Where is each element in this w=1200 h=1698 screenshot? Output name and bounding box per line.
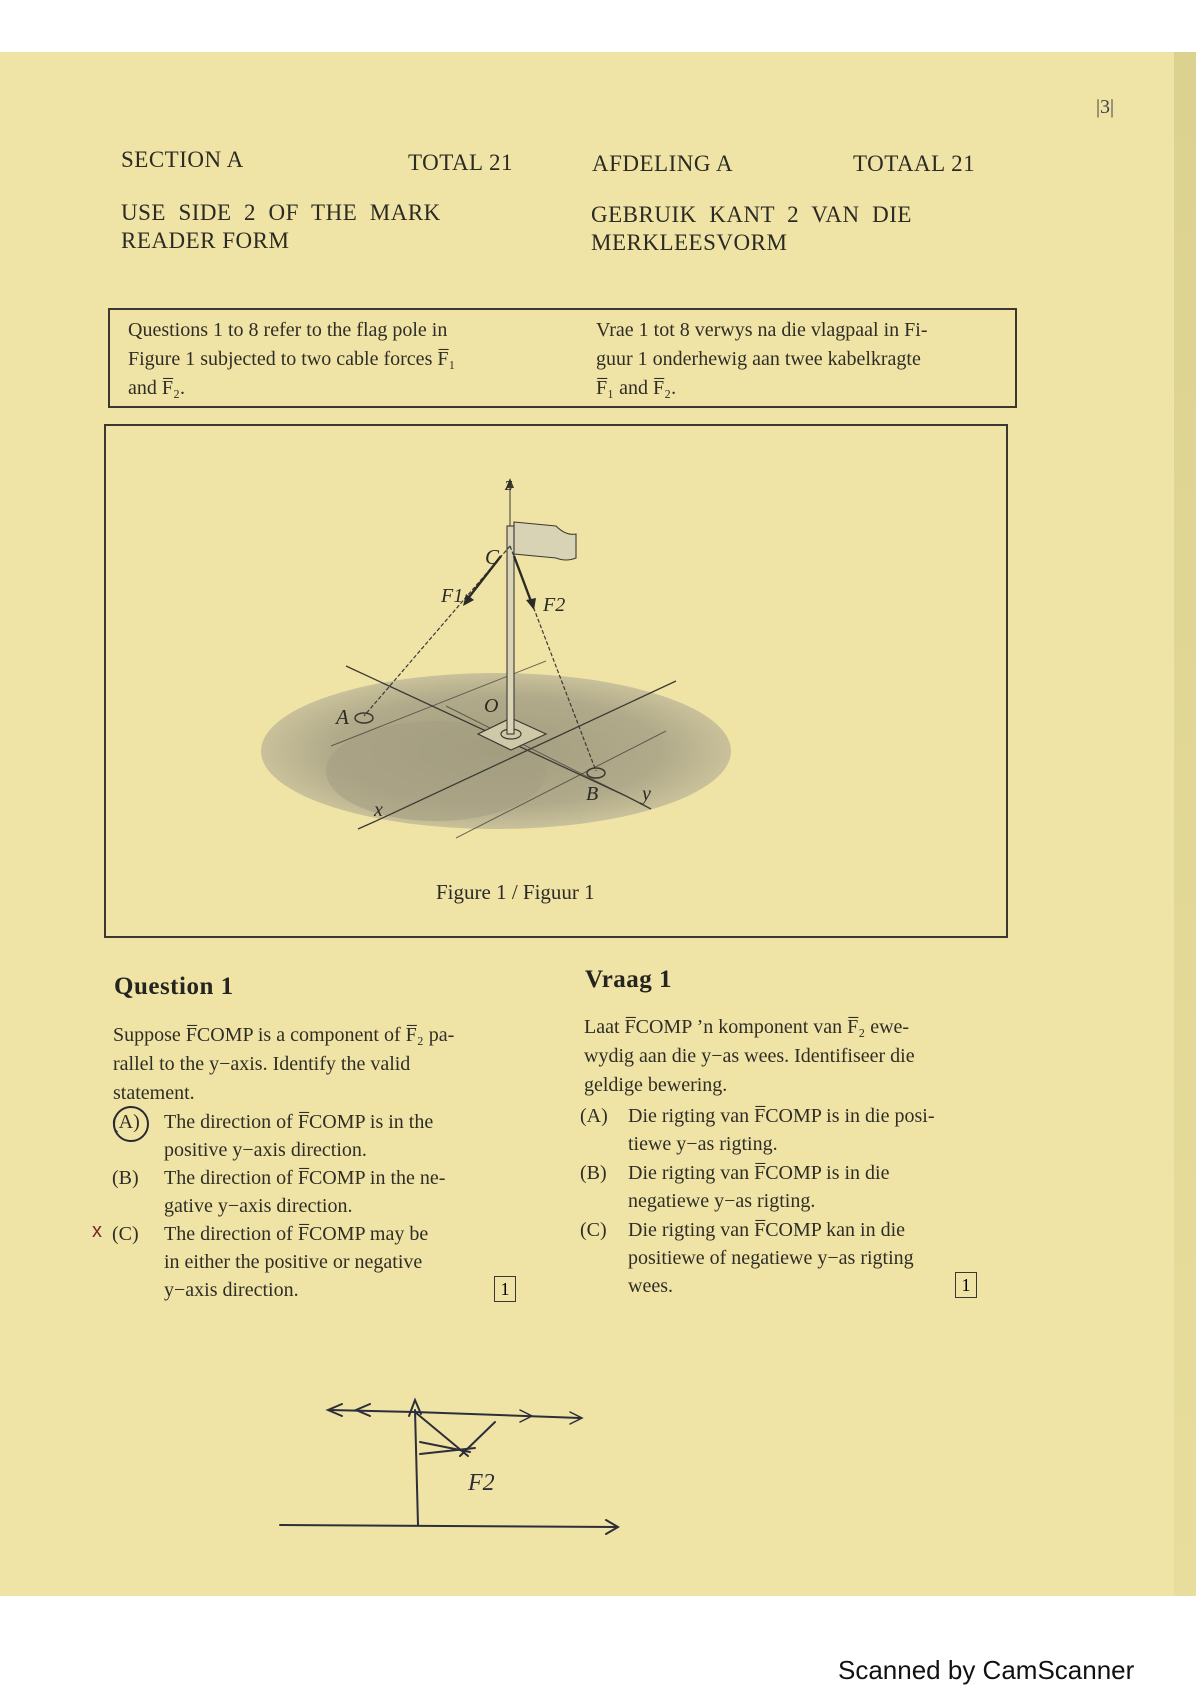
option-label: (C): [112, 1223, 139, 1245]
stem-en-line2: rallel to the y−axis. Identify the valid: [113, 1053, 411, 1075]
option-line: y−axis direction.: [164, 1279, 299, 1301]
label-c: C: [485, 545, 500, 569]
label-o: O: [484, 695, 499, 717]
stem-af-line2: wydig aan die y−as wees. Identifiseer die: [584, 1045, 915, 1067]
intro-en-line3: and F̅₂.: [128, 377, 185, 399]
question-title-af: Vraag 1: [585, 966, 673, 993]
option-label: (C): [580, 1219, 607, 1241]
label-b: B: [586, 783, 599, 805]
handwritten-sketch: [270, 1372, 630, 1542]
option-line: The direction of F̅COMP may be: [164, 1223, 429, 1245]
option-line: in either the positive or negative: [164, 1251, 423, 1273]
intro-en-line1: Questions 1 to 8 refer to the flag pole in: [128, 319, 448, 341]
figure-box: [104, 424, 1008, 938]
option-line: Die rigting van F̅COMP is in die: [628, 1162, 890, 1184]
intro-en: [128, 316, 455, 403]
option-label: (B): [112, 1167, 139, 1189]
handwritten-cross-mark: x: [92, 1220, 102, 1242]
option-line: positive y−axis direction.: [164, 1139, 367, 1161]
flag-pole: [507, 526, 514, 734]
label-a: A: [336, 705, 349, 729]
question-title-en: Question 1: [114, 973, 234, 1000]
mark-box-en: [494, 1276, 516, 1302]
section-heading-af: AFDELING A: [592, 151, 734, 176]
option-line: The direction of F̅COMP in the ne-: [164, 1167, 446, 1189]
label-y: y: [642, 783, 651, 805]
intro-box: [108, 308, 1017, 408]
instruction-af-line1: GEBRUIK KANT 2 VAN DIE: [591, 202, 912, 227]
option-text: [164, 1108, 433, 1164]
mark-value: 1: [955, 1272, 977, 1298]
intro-af: [596, 316, 927, 403]
total-en: TOTAL 21: [408, 150, 514, 175]
option-label: (A): [112, 1111, 140, 1133]
option-line: Die rigting van F̅COMP kan in die: [628, 1219, 906, 1241]
label-f1: F1: [441, 585, 464, 607]
page-edge-shadow: [1174, 52, 1196, 1596]
section-heading-en: SECTION A: [121, 147, 244, 172]
f2-arrow: [514, 556, 532, 604]
option-text: [164, 1220, 428, 1304]
option-label: (A): [580, 1105, 608, 1127]
stem-af-line3: geldige bewering.: [584, 1074, 728, 1096]
instruction-af-line2: MERKLEESVORM: [591, 230, 788, 255]
option-text: [628, 1216, 914, 1300]
option-line: positiewe of negatiewe y−as rigting: [628, 1247, 914, 1269]
option-line: wees.: [628, 1275, 673, 1297]
mark-value: 1: [494, 1276, 516, 1302]
scanned-page: [0, 52, 1196, 1596]
question-stem-en: [113, 1021, 454, 1108]
figure-caption: Figure 1 / Figuur 1: [436, 880, 595, 904]
handwritten-circle-mark: [113, 1106, 149, 1142]
scanner-watermark: Scanned by CamScanner: [838, 1655, 1135, 1685]
option-text: [164, 1164, 445, 1220]
total-af: TOTAAL 21: [853, 151, 976, 176]
mark-box-af: [955, 1272, 977, 1298]
option-text: [628, 1102, 934, 1158]
label-x: x: [374, 799, 383, 821]
instruction-en-line2: READER FORM: [121, 228, 290, 253]
option-line: Die rigting van F̅COMP is in die posi-: [628, 1105, 935, 1127]
flag: [514, 522, 576, 560]
stem-en-line3: statement.: [113, 1082, 195, 1104]
label-f2: F2: [543, 594, 566, 616]
intro-af-line1: Vrae 1 tot 8 verwys na die vlagpaal in Fi-: [596, 319, 928, 341]
option-line: The direction of F̅COMP is in the: [164, 1111, 434, 1133]
page-number: |3|: [1096, 96, 1115, 118]
stem-en-line1: Suppose F̅COMP is a component of F̅₂ pa-: [113, 1024, 455, 1046]
intro-en-line2: Figure 1 subjected to two cable forces F̅₁: [128, 348, 456, 370]
flag-pole-diagram: [106, 426, 1006, 936]
question-stem-af: [584, 1013, 915, 1100]
option-text: [628, 1159, 889, 1215]
intro-af-line2: guur 1 onderhewig aan twee kabelkragte: [596, 348, 921, 370]
option-line: tiewe y−as rigting.: [628, 1133, 778, 1155]
option-line: negatiewe y−as rigting.: [628, 1190, 816, 1212]
instruction-en-line1: USE SIDE 2 OF THE MARK: [121, 200, 441, 225]
stem-af-line1: Laat F̅COMP ’n komponent van F̅₂ ewe-: [584, 1016, 910, 1038]
option-label: (B): [580, 1162, 607, 1184]
option-line: gative y−axis direction.: [164, 1195, 353, 1217]
intro-af-line3: F̅₁ and F̅₂.: [596, 377, 677, 399]
label-z: z: [505, 474, 513, 495]
sketch-label-f2: F2: [468, 1470, 495, 1496]
